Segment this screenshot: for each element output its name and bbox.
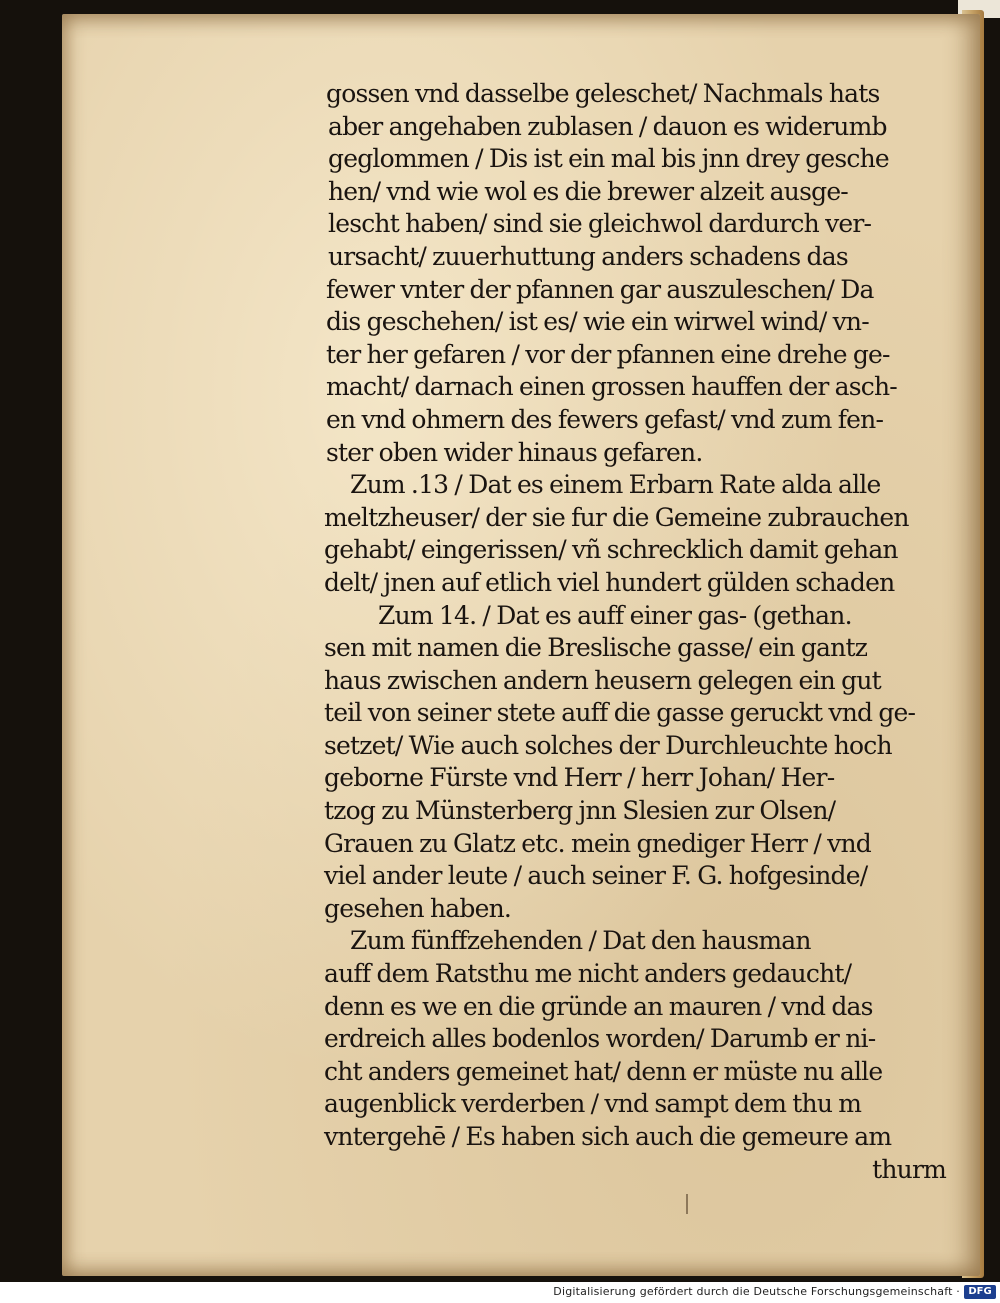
text-line: meltzheuser/ der sie fur die Gemeine zubrauchen <box>324 502 909 532</box>
text-line: denn es we en die gründe an mauren / vnd das <box>324 991 873 1021</box>
page-text <box>318 78 968 1186</box>
text-line: fewer vnter der pfannen gar auszuleschen/ Da <box>326 274 874 304</box>
text-line: hen/ vnd wie wol es die brewer alzeit ausge- <box>328 176 848 206</box>
section-heading-14: Zum 14. / Dat es auff einer gas- (gethan. <box>378 600 852 630</box>
text-line: delt/ jnen auf etlich viel hundert gülden schaden <box>324 567 895 597</box>
text-line: tzog zu Münsterberg jnn Slesien zur Olsen/ <box>324 796 836 826</box>
text-line: gehabt/ eingerissen/ vñ schrecklich damit gehan <box>324 535 898 565</box>
text-line: Grauen zu Glatz etc. mein gnediger Herr / vnd <box>324 828 871 858</box>
funding-credit: Digitalisierung gefördert durch die Deutsche Forschungsgemeinschaft · <box>553 1285 960 1298</box>
text-line: dis geschehen/ ist es/ wie ein wirwel wind/ vn- <box>326 307 869 337</box>
paper-mark <box>686 1194 688 1214</box>
text-line: ter her gefaren / vor der pfannen eine drehe ge- <box>326 339 890 369</box>
text-line: setzet/ Wie auch solches der Durchleuchte hoch <box>324 730 892 760</box>
text-line: aber angehaben zublasen / dauon es widerumb <box>328 111 887 141</box>
text-line: gesehen haben. <box>324 893 512 923</box>
text-line: lescht haben/ sind sie gleichwol dardurch ver- <box>328 209 872 239</box>
text-line: viel ander leute / auch seiner F. G. hofgesinde/ <box>324 861 868 891</box>
text-line: augenblick verderben / vnd sampt dem thu m <box>324 1089 862 1119</box>
text-line: sen mit namen die Breslische gasse/ ein gantz <box>324 633 868 663</box>
text-line: geborne Fürste vnd Herr / herr Johan/ Her- <box>324 763 835 793</box>
text-line: macht/ darnach einen grossen hauffen der asch- <box>326 372 897 402</box>
text-line: ursacht/ zuuerhuttung anders schadens das <box>328 241 848 271</box>
text-line: gossen vnd dasselbe geleschet/ Nachmals hats <box>326 79 880 108</box>
text-line: cht anders gemeinet hat/ denn er müste nu alle <box>324 1056 883 1086</box>
text-line: ster oben wider hinaus gefaren. <box>326 437 703 467</box>
dfg-logo-icon: DFG <box>964 1285 996 1299</box>
digitization-footer <box>0 1282 1000 1303</box>
text-line: auff dem Ratsthu me nicht anders gedaucht/ <box>324 959 852 989</box>
section-heading-13: Zum .13 / Dat es einem Erbarn Rate alda alle <box>350 470 881 500</box>
catchword: thurm <box>872 1154 946 1184</box>
text-line: en vnd ohmern des fewers gefast/ vnd zum fen- <box>326 404 884 434</box>
text-line: erdreich alles bodenlos worden/ Darumb er ni- <box>324 1024 876 1054</box>
section-heading-15: Zum fünffzehenden / Dat den hausman <box>350 926 811 956</box>
text-line: vntergehē / Es haben sich auch die gemeure am <box>324 1122 892 1151</box>
text-line: haus zwischen andern heusern gelegen ein gut <box>324 665 881 695</box>
text-line: geglommen / Dis ist ein mal bis jnn drey gesche <box>328 144 889 174</box>
text-line: teil von seiner stete auff die gasse geruckt vnd ge- <box>324 698 916 728</box>
